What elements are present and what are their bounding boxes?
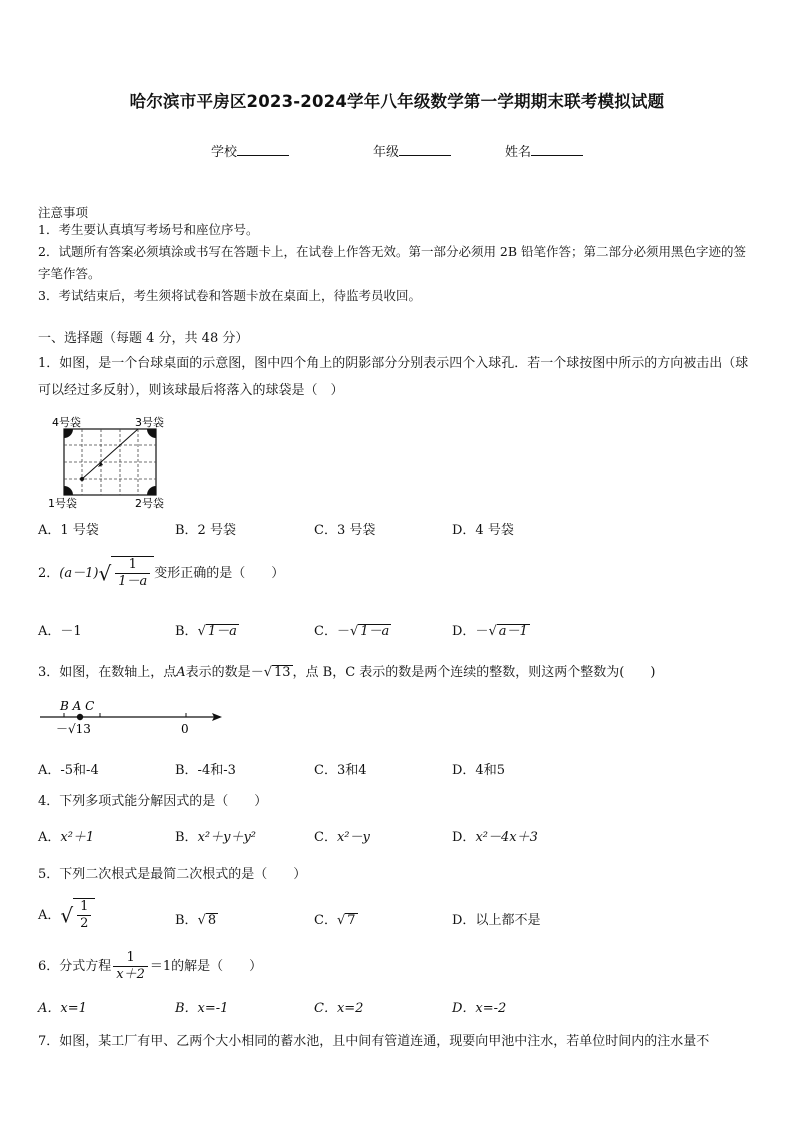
billiard-table-figure — [46, 415, 176, 515]
q2-option-c: C．－√ 1－a — [314, 624, 390, 639]
origin-label: 0 — [181, 722, 189, 736]
school-field: 学校 — [211, 141, 289, 160]
q6-option-c: C．x=2 — [314, 1001, 364, 1016]
q4-option-c: C．x²－y — [314, 830, 370, 845]
pocket-3-label: 3号袋 — [135, 416, 164, 429]
q1-option-b: B．2 号袋 — [175, 523, 236, 538]
name-field: 姓名 — [505, 141, 583, 160]
section-heading: 一、选择题（每题 4 分，共 48 分） — [38, 331, 249, 346]
q1-option-c: C．3 号袋 — [314, 523, 376, 538]
q5-option-d: D．以上都不是 — [452, 913, 541, 928]
question-6-text: 6．分式方程 $\frac{1}{x+2}$ ＝1的解是（ ） — [38, 950, 263, 982]
page-title: 哈尔滨市平房区2023-2024学年八年级数学第一学期期末联考模拟试题 — [129, 92, 665, 111]
note-item: 3．考试结束后，考生须将试卷和答题卡放在桌面上，待监考员收回。 — [38, 288, 421, 303]
q4-option-d: D．x²－4x＋3 — [452, 830, 538, 845]
question-7-text: 7．如图，某工厂有甲、乙两个大小相同的蓄水池，且中间有管道连通，现要向甲池中注水，若单位时间内的注水量不 — [38, 1034, 710, 1049]
q1-option-d: D．4 号袋 — [452, 523, 514, 538]
q3-option-d: D．4和5 — [452, 763, 505, 778]
q4-option-a: A．x²＋1 — [38, 830, 95, 845]
number-line-figure — [36, 697, 236, 745]
pocket-4-label: 4号袋 — [52, 416, 81, 429]
q3-option-a: A．-5和-4 — [38, 763, 99, 778]
q6-option-b: B．x=-1 — [175, 1001, 229, 1016]
q2-option-d: D．－√ a－1 — [452, 624, 528, 639]
q6-option-a: A．x=1 — [38, 1001, 87, 1016]
q4-option-b: B．x²＋y＋y² — [175, 830, 257, 845]
question-5-text: 5．下列二次根式是最简二次根式的是（ ） — [38, 867, 307, 882]
q2-option-b: B．√ 1－a — [175, 624, 237, 639]
question-2-text: 2．(a－1)√ $\frac{1}{1-a}$ 变形正确的是（ ） — [38, 557, 285, 589]
notes-heading: 注意事项 — [38, 205, 89, 220]
q3-option-c: C．3和4 — [314, 763, 367, 778]
q5-option-c: C．√ 7 — [314, 913, 356, 928]
pocket-1-label: 1号袋 — [48, 497, 77, 510]
q1-option-a: A．1 号袋 — [38, 523, 99, 538]
minus-root-13-tick: －√13 — [56, 722, 91, 736]
grade-field: 年级 — [373, 141, 451, 160]
q5-option-a: A．√ $\frac{1}{2}$ — [38, 898, 95, 932]
note-item: 2．试题所有答案必须填涂或书写在答题卡上，在试卷上作答无效。第一部分必须用 2B 铅笔作答；第二部分必须用黑色字迹的签字笔作答。 — [38, 244, 747, 281]
question-4-text: 4．下列多项式能分解因式的是（ ） — [38, 794, 268, 809]
pocket-2-label: 2号袋 — [135, 497, 164, 510]
note-item: 1．考生要认真填写考场号和座位序号。 — [38, 222, 259, 237]
question-1-text: 1．如图，是一个台球桌面的示意图，图中四个角上的阴影部分分别表示四个入球孔．若一个球按图中所示的方向被击出（球可以经过多反射），则该球最后将落入的球袋是（ ） — [38, 356, 749, 398]
question-3-text: 3．如图，在数轴上，点A表示的数是－√ 13 ，点 B，C 表示的数是两个连续的整数，则这两个整数为( ) — [38, 665, 656, 680]
q2-option-a: A．－1 — [38, 624, 82, 639]
q5-option-b: B．√ 8 — [175, 913, 217, 928]
q3-option-b: B．-4和-3 — [175, 763, 236, 778]
q6-option-d: D．x=-2 — [452, 1001, 507, 1016]
points-b-a-c-labels: B A C — [60, 699, 95, 713]
